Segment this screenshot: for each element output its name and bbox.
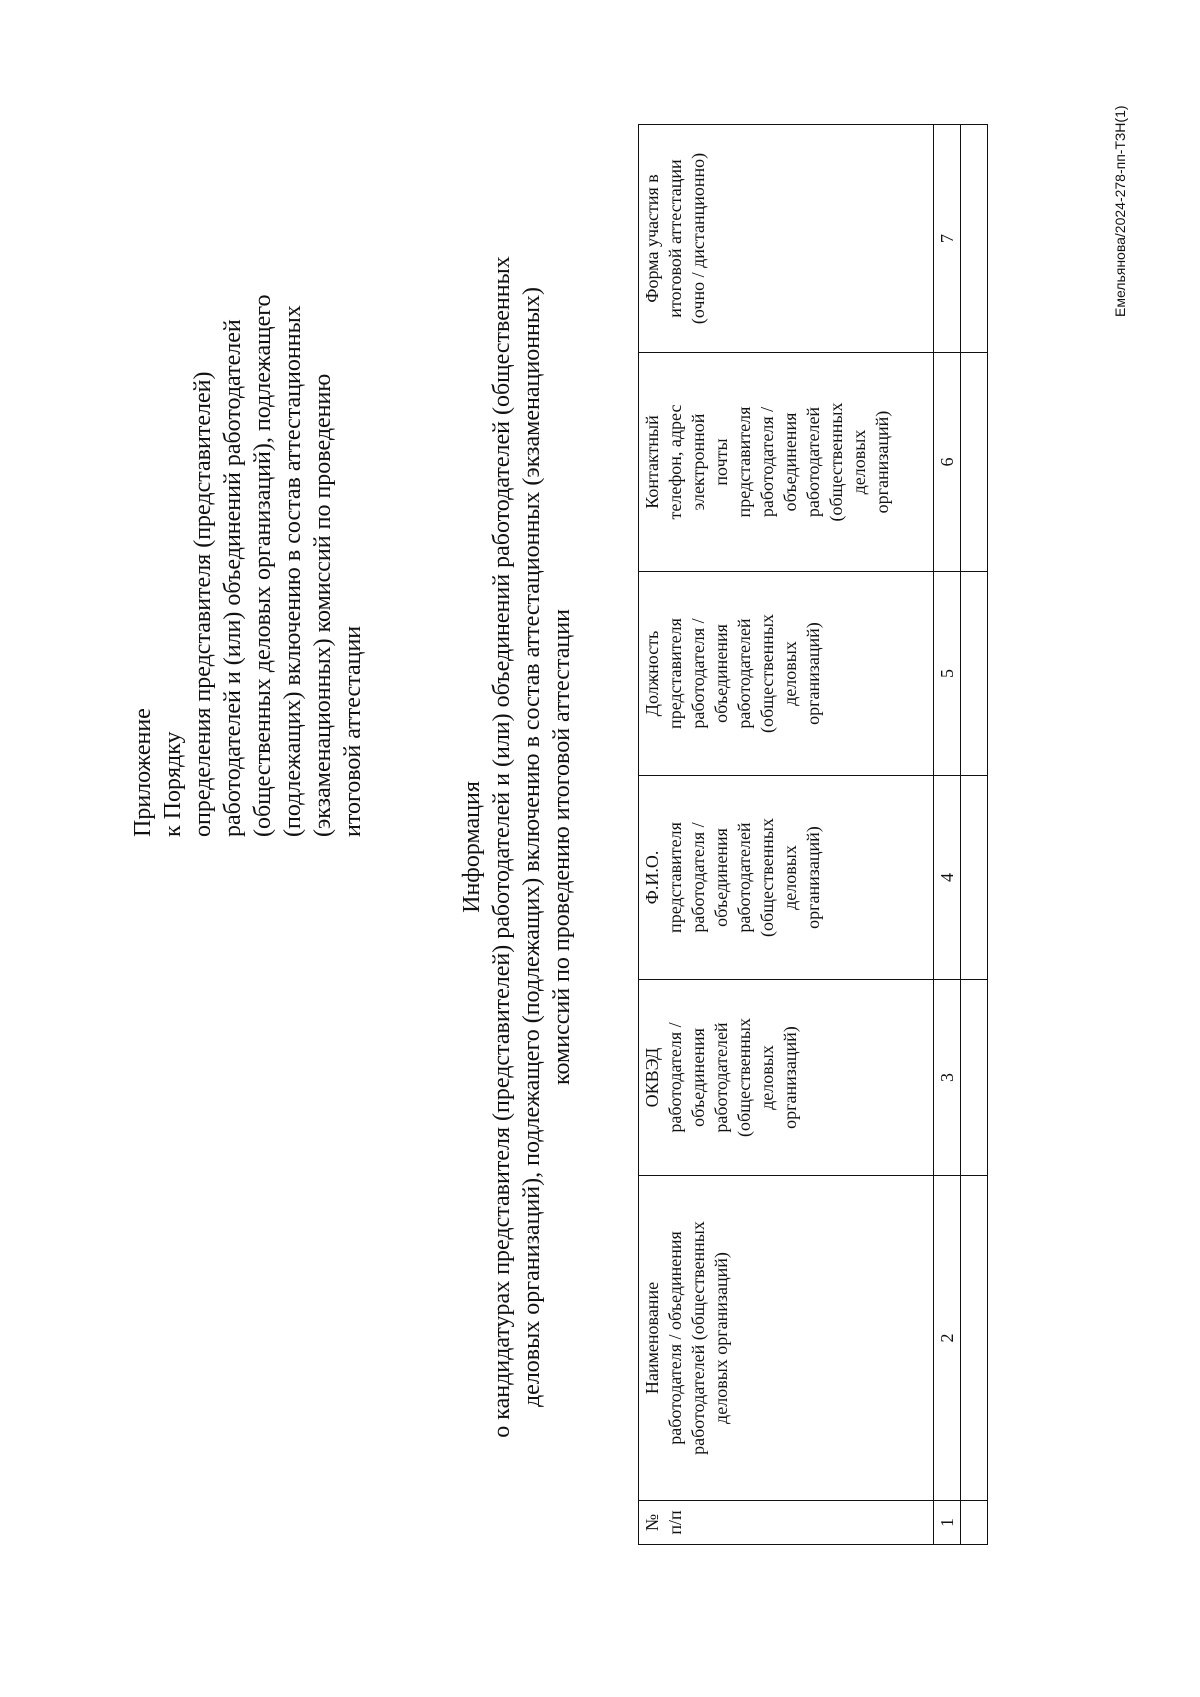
empty-cell xyxy=(961,353,988,572)
header-cell-participation-form: Форма участия в итоговой аттестации (очно / дистанционно) xyxy=(639,125,934,353)
title-line: деловых организаций), подлежащего (подлежащих) включению в состав аттестационных (экзаменационных) xyxy=(519,286,545,1408)
empty-cell xyxy=(961,1501,988,1545)
empty-data-row xyxy=(961,125,988,1545)
appendix-line: работодателей и (или) объединений работодателей xyxy=(220,319,246,837)
column-number: 7 xyxy=(934,125,961,353)
appendix-line: определения представителя (представителей) xyxy=(190,371,216,837)
table-header-row xyxy=(639,125,934,1545)
empty-cell xyxy=(961,1176,988,1501)
appendix-block xyxy=(128,137,368,837)
appendix-line: Приложение xyxy=(130,708,156,837)
appendix-line: (подлежащих) включению в состав аттестационных xyxy=(280,305,306,837)
title-line: о кандидатурах представителя (представителей) работодателей и (или) объединений работодателей (общественных xyxy=(489,256,515,1438)
column-number: 6 xyxy=(934,353,961,572)
header-cell-okved: ОКВЭД работодателя / объединения работодателей (общественных деловых организаций) xyxy=(639,980,934,1176)
column-number: 3 xyxy=(934,980,961,1176)
appendix-line: итоговой аттестации xyxy=(340,625,366,837)
empty-cell xyxy=(961,980,988,1176)
header-cell-number: № п/п xyxy=(639,1501,934,1545)
column-number: 4 xyxy=(934,776,961,980)
empty-cell xyxy=(961,572,988,776)
column-number: 1 xyxy=(934,1501,961,1545)
candidates-table xyxy=(638,124,988,1545)
appendix-line: к Порядку xyxy=(160,731,186,837)
title-heading: Информация xyxy=(459,781,485,913)
title-line: комиссий по проведению итоговой аттестации xyxy=(549,609,575,1085)
empty-cell xyxy=(961,125,988,353)
header-cell-employer-name: Наименование работодателя / объединения работодателей (общественных деловых организаций) xyxy=(639,1176,934,1501)
document-title xyxy=(457,127,577,1567)
header-cell-position: Должность представителя работодателя / объединения работодателей (общественных деловых организаций) xyxy=(639,572,934,776)
column-number-row xyxy=(934,125,961,1545)
column-number: 2 xyxy=(934,1176,961,1501)
header-cell-contacts: Контактный телефон, адрес электронной почты представителя работодателя / объединения работодателей (общественных деловых организаций) xyxy=(639,353,934,572)
document-reference: Емельянова/2024-278-пп-ТЗН(1) xyxy=(1112,105,1128,317)
appendix-line: (общественных деловых организаций), подлежащего xyxy=(250,294,276,837)
empty-cell xyxy=(961,776,988,980)
appendix-line: (экзаменационных) комиссий по проведению xyxy=(310,373,336,837)
column-number: 5 xyxy=(934,572,961,776)
header-cell-full-name: Ф.И.О. представителя работодателя / объединения работодателей (общественных деловых организаций) xyxy=(639,776,934,980)
